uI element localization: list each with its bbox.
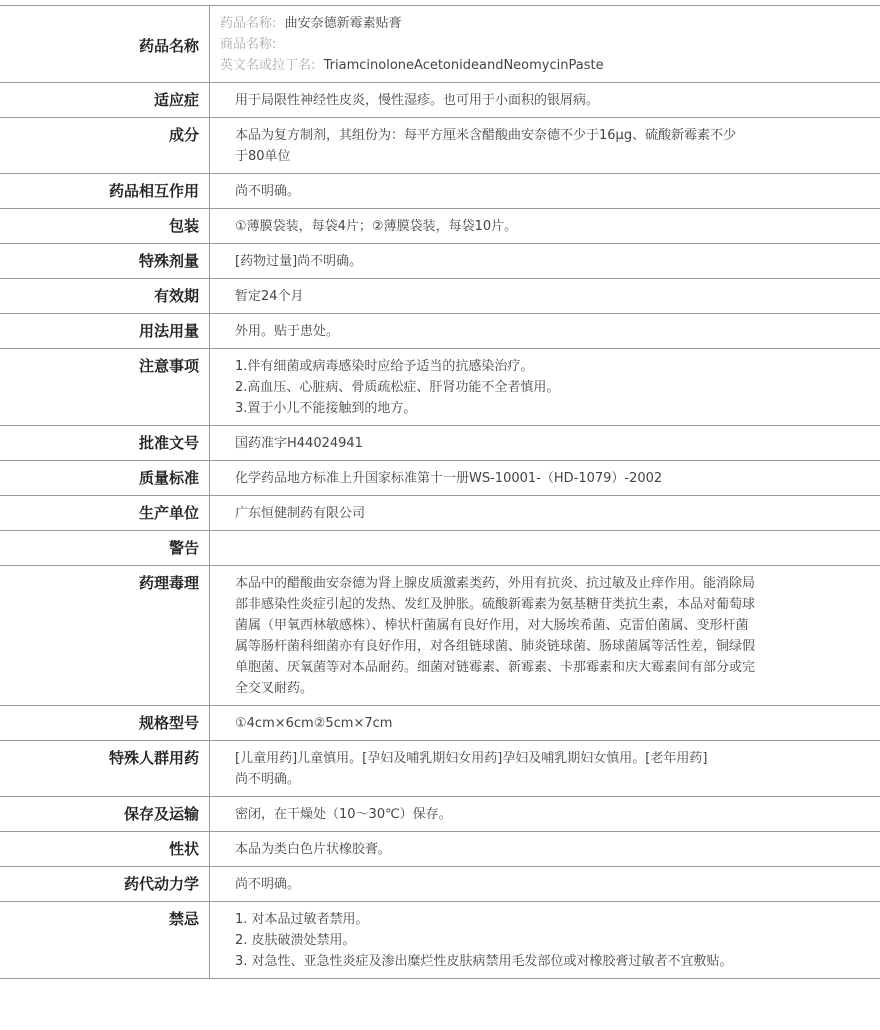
pharmacology-line: 部非感染性炎症引起的发热、发红及肿胀。硫酸新霉素为氨基糖苷类抗生素，本品对葡萄球 [235, 597, 756, 612]
row-ingredients [0, 118, 880, 174]
row-value: 化学药品地方标准上升国家标准第十一册WS-10001-（HD-1079）-2002 [210, 461, 880, 496]
row-value [210, 531, 880, 566]
row-value: 外用。贴于患处。 [210, 314, 880, 349]
row-label: 质量标准 [0, 461, 210, 496]
row-value: 尚不明确。 [210, 867, 880, 902]
row-value: ①薄膜袋装，每袋4片；②薄膜袋装，每袋10片。 [210, 209, 880, 244]
row-approval [0, 426, 880, 461]
precaution-line: 3.置于小儿不能接触到的地方。 [235, 401, 417, 416]
row-value: 国药准字H44024941 [210, 426, 880, 461]
row-contraindications [0, 902, 880, 979]
row-name [0, 6, 880, 83]
precaution-line: 2.高血压、心脏病、骨质疏松症、肝肾功能不全者慎用。 [235, 380, 560, 395]
row-label: 性状 [0, 832, 210, 867]
ingredients-line: 本品为复方制剂，其组份为：每平方厘米含醋酸曲安奈德不少于16μg、硫酸新霉素不少 [235, 128, 737, 143]
row-indications [0, 83, 880, 118]
row-label: 药品相互作用 [0, 174, 210, 209]
row-value [210, 6, 880, 83]
row-special-dose [0, 244, 880, 279]
row-appearance [0, 832, 880, 867]
row-label: 特殊剂量 [0, 244, 210, 279]
precaution-line: 1.伴有细菌或病毒感染时应给予适当的抗感染治疗。 [235, 359, 534, 374]
row-label: 适应症 [0, 83, 210, 118]
contraindication-line: 3. 对急性、亚急性炎症及渗出糜烂性皮肤病禁用毛发部位或对橡胶膏过敏者不宜敷贴。 [235, 954, 733, 969]
contraindication-line: 2. 皮肤破溃处禁用。 [235, 933, 356, 948]
ingredients-line: 于80单位 [235, 149, 291, 164]
drug-info-table [0, 5, 880, 979]
row-validity [0, 279, 880, 314]
row-manufacturer [0, 496, 880, 531]
warning-value [235, 538, 786, 559]
contraindication-line: 1. 对本品过敏者禁用。 [235, 912, 369, 927]
row-label: 特殊人群用药 [0, 741, 210, 797]
row-value [210, 902, 880, 979]
row-storage [0, 797, 880, 832]
generic-name-key: 药品名称: [220, 16, 277, 31]
row-value [210, 349, 880, 426]
row-label: 药理毒理 [0, 566, 210, 706]
special-groups-line: [儿童用药]儿童慎用。[孕妇及哺乳期妇女用药]孕妇及哺乳期妇女慎用。[老年用药] [235, 751, 708, 766]
english-name-value: TriamcinoloneAcetonideandNeomycinPaste [323, 58, 604, 73]
row-standard [0, 461, 880, 496]
row-label: 药品名称 [0, 6, 210, 83]
generic-name-value: 曲安奈德新霉素贴膏 [284, 16, 402, 31]
row-value: 广东恒健制药有限公司 [210, 496, 880, 531]
row-value: 尚不明确。 [210, 174, 880, 209]
pharmacology-line: 菌属（甲氧西林敏感株）、棒状杆菌属有良好作用，对大肠埃希菌、克雷伯菌属、变形杆菌 [235, 618, 749, 633]
english-name-key: 英文名或拉丁名: [220, 58, 316, 73]
row-label: 批准文号 [0, 426, 210, 461]
row-label: 警告 [0, 531, 210, 566]
pharmacology-line: 单胞菌、厌氧菌等对本品耐药。细菌对链霉素、新霉素、卡那霉素和庆大霉素间有部分或完 [235, 660, 756, 675]
row-label: 包装 [0, 209, 210, 244]
row-label: 注意事项 [0, 349, 210, 426]
trade-name-key: 商品名称: [220, 37, 277, 52]
row-pharmacokinetics [0, 867, 880, 902]
row-special-groups [0, 741, 880, 797]
special-groups-line: 尚不明确。 [235, 772, 301, 787]
row-value: 密闭，在干燥处（10～30℃）保存。 [210, 797, 880, 832]
row-value: 本品为类白色片状橡胶膏。 [210, 832, 880, 867]
pharmacology-line: 本品中的醋酸曲安奈德为肾上腺皮质激素类药，外用有抗炎、抗过敏及止痒作用。能消除局 [235, 576, 756, 591]
row-label: 禁忌 [0, 902, 210, 979]
row-package [0, 209, 880, 244]
row-value [210, 566, 880, 706]
pharmacology-line: 属等肠杆菌科细菌亦有良好作用，对各组链球菌、肺炎链球菌、肠球菌属等活性差，铜绿假 [235, 639, 756, 654]
row-value [210, 118, 880, 174]
row-label: 生产单位 [0, 496, 210, 531]
pharmacology-line: 全交叉耐药。 [235, 681, 314, 696]
row-label: 保存及运输 [0, 797, 210, 832]
row-label: 规格型号 [0, 706, 210, 741]
row-warning [0, 531, 880, 566]
row-label: 用法用量 [0, 314, 210, 349]
row-usage [0, 314, 880, 349]
row-value: [药物过量]尚不明确。 [210, 244, 880, 279]
row-value: 用于局限性神经性皮炎，慢性湿疹。也可用于小面积的银屑病。 [210, 83, 880, 118]
row-label: 有效期 [0, 279, 210, 314]
row-value: 暂定24个月 [210, 279, 880, 314]
row-precautions [0, 349, 880, 426]
row-label: 药代动力学 [0, 867, 210, 902]
row-interactions [0, 174, 880, 209]
row-spec [0, 706, 880, 741]
row-label: 成分 [0, 118, 210, 174]
row-value: ①4cm×6cm②5cm×7cm [210, 706, 880, 741]
row-pharmacology [0, 566, 880, 706]
row-value [210, 741, 880, 797]
